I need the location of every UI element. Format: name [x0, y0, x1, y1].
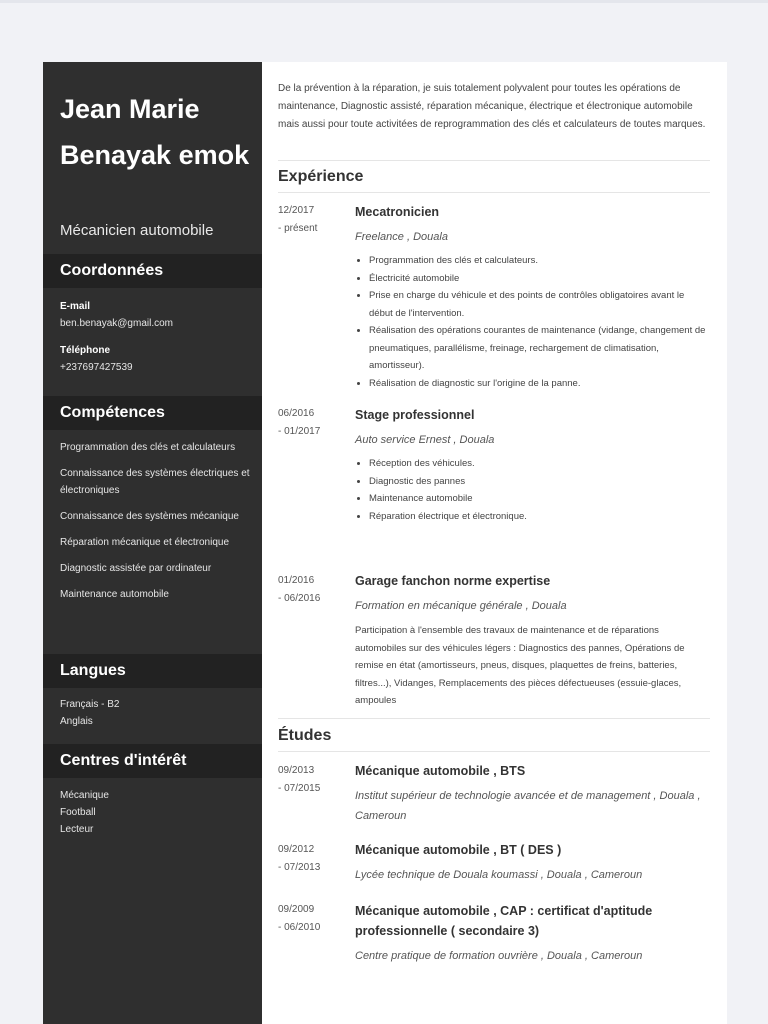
- interests-list: [60, 787, 250, 838]
- interests-heading: Centres d'intérêt: [43, 744, 262, 778]
- email-label: E-mail: [60, 301, 91, 312]
- list-item: • Programmation des clés et calculateurs.: [369, 252, 710, 270]
- experience-description: Participation à l'ensemble des travaux de maintenance et de réparations automobiles sur des véhicules légers : Diagnostics des pannes, Opérations de remise en état (amortisseurs, pneus, disques, plaquettes de freins, batteries, filtres...), Vidanges, Remplacements des pièces défectueuses (essuie-glaces, ampoules: [355, 625, 685, 706]
- divider: [278, 192, 710, 193]
- date-end: - présent: [278, 223, 318, 234]
- interest-item: Football: [60, 807, 96, 818]
- education-heading: Études: [278, 727, 332, 744]
- experience-heading: Expérience: [278, 168, 364, 185]
- experience-company: Formation en mécanique générale , Douala: [355, 600, 567, 612]
- experience-bullets: [355, 455, 710, 525]
- experience-company: Auto service Ernest , Douala: [355, 434, 495, 446]
- education-school: Lycée technique de Douala koumassi , Douala , Cameroun: [355, 869, 643, 881]
- education-date: [278, 841, 348, 877]
- contact-block: [60, 298, 250, 376]
- skill-item: Connaissance des systèmes mécanique: [60, 511, 239, 522]
- date-end: - 07/2013: [278, 862, 321, 873]
- date-end: - 06/2016: [278, 593, 321, 604]
- date-end: - 06/2010: [278, 922, 321, 933]
- divider: [278, 751, 710, 752]
- date-start: 09/2012: [278, 844, 315, 855]
- skills-heading: Compétences: [43, 396, 262, 430]
- date-start: 09/2009: [278, 904, 315, 915]
- experience-date: [278, 572, 348, 608]
- experience-bullets: [355, 252, 710, 392]
- list-item: • Électricité automobile: [369, 270, 710, 288]
- education-school: Institut supérieur de technologie avancée et de management , Douala , Cameroun: [355, 790, 701, 822]
- experience-title: Mecatronicien: [355, 205, 440, 219]
- list-item: • Maintenance automobile: [369, 490, 710, 508]
- resume-page: [43, 62, 727, 1024]
- date-start: 06/2016: [278, 408, 315, 419]
- language-item: Français - B2: [60, 699, 120, 710]
- experience-company: Freelance , Douala: [355, 231, 448, 243]
- education-school: Centre pratique de formation ouvrière , Douala , Cameroun: [355, 950, 643, 962]
- list-item: • Prise en charge du véhicule et des points de contrôles obligatoires avant le début de l'intervention.: [369, 287, 710, 322]
- list-item: • Réception des véhicules.: [369, 455, 710, 473]
- date-end: - 01/2017: [278, 426, 321, 437]
- skill-item: Réparation mécanique et électronique: [60, 537, 229, 548]
- education-title: Mécanique automobile , BT ( DES ): [355, 843, 562, 857]
- divider: [278, 718, 710, 719]
- education-date: [278, 762, 348, 798]
- skill-item: Programmation des clés et calculateurs: [60, 442, 236, 453]
- experience-title: Garage fanchon norme expertise: [355, 574, 551, 588]
- education-title: Mécanique automobile , CAP : certificat d'aptitude professionnelle ( secondaire 3): [355, 904, 653, 938]
- skill-item: Connaissance des systèmes électriques et électroniques: [60, 468, 250, 496]
- experience-title: Stage professionnel: [355, 408, 475, 422]
- date-start: 12/2017: [278, 205, 315, 216]
- date-end: - 07/2015: [278, 783, 321, 794]
- list-item: • Diagnostic des pannes: [369, 473, 710, 491]
- profile-summary: De la prévention à la réparation, je suis totalement polyvalent pour toutes les opérations de maintenance, Diagnostic assisté, réparation mécanique, électrique et électronique automobile mais aussi pour toute activitées de reprogrammation des clés et calculateurs de toutes marques.: [278, 83, 706, 130]
- list-item: • Réalisation de diagnostic sur l'origine de la panne.: [369, 375, 710, 393]
- skill-item: Diagnostic assistée par ordinateur: [60, 563, 212, 574]
- top-divider: [0, 0, 768, 3]
- list-item: • Réalisation des opérations courantes de maintenance (vidange, changement de pneumatiques, parallélisme, freinage, rechargement de climatisation, amortisseur).: [369, 322, 710, 375]
- divider: [278, 160, 710, 161]
- languages-list: [60, 696, 250, 730]
- email-value[interactable]: ben.benayak@gmail.com: [60, 318, 173, 329]
- skills-list: [60, 439, 250, 603]
- interest-item: Lecteur: [60, 824, 94, 835]
- experience-date: [278, 202, 348, 238]
- job-title: Mécanicien automobile: [60, 222, 214, 239]
- candidate-name: Jean Marie Benayak emok: [60, 94, 250, 170]
- skill-item: Maintenance automobile: [60, 589, 169, 600]
- education-title: Mécanique automobile , BTS: [355, 764, 526, 778]
- interest-item: Mécanique: [60, 790, 109, 801]
- phone-label: Téléphone: [60, 345, 111, 356]
- date-start: 09/2013: [278, 765, 315, 776]
- experience-date: [278, 405, 348, 441]
- phone-value[interactable]: +237697427539: [60, 362, 133, 373]
- date-start: 01/2016: [278, 575, 315, 586]
- education-date: [278, 901, 348, 937]
- languages-heading: Langues: [43, 654, 262, 688]
- sidebar: [43, 62, 262, 1024]
- list-item: • Réparation électrique et électronique.: [369, 508, 710, 526]
- language-item: Anglais: [60, 716, 93, 727]
- contact-heading: Coordonnées: [43, 254, 262, 288]
